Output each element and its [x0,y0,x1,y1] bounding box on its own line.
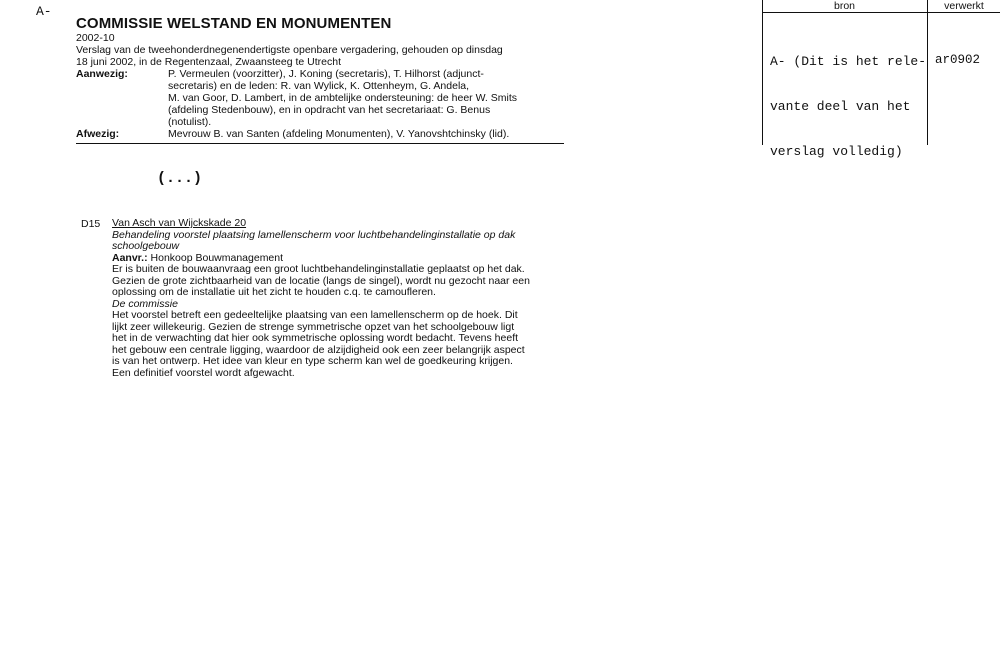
meeting-description-line-1: Verslag van de tweehonderdnegenendertigste openbare vergadering, gehouden op dinsdag [76,44,503,56]
meeting-description-line-2: 18 juni 2002, in de Regentenzaal, Zwaansteeg te Utrecht [76,56,342,68]
corner-mark: A- [36,4,52,19]
table-border-left [762,0,763,145]
column-header-verwerkt: verwerkt [944,0,984,12]
absent-label: Afwezig: [76,128,120,140]
present-line: secretaris) en de leden: R. van Wylick, K. Ottenheym, G. Andela, [168,80,470,92]
commission-line: Een definitief voorstel wordt afgewacht. [112,366,295,379]
agenda-item [81,218,601,379]
table-border-middle [927,0,928,145]
item-body [112,218,601,379]
processed-code: ar0902 [935,53,981,67]
table-header-rule [762,12,1000,13]
header-divider [76,143,564,144]
document-title: COMMISSIE WELSTAND EN MONUMENTEN [76,15,392,32]
intro-line: Gezien de grote zichtbaarheid van de locatie (langs de singel), wordt nu gezocht naar een [112,274,530,287]
applicant-name: Honkoop Bouwmanagement [150,251,284,264]
column-header-bron: bron [833,0,855,12]
applicant-label: Aanvr.: [112,251,148,264]
intro-line: Er is buiten de bouwaanvraag een groot luchtbehandelinginstallatie geplaatst op het dak. [112,263,525,275]
absent-row [76,128,566,140]
present-list [168,68,517,128]
present-line: M. van Goor, D. Lambert, in de ambtelijke ondersteuning: de heer W. Smits [168,92,518,104]
present-line: (notulist). [168,116,212,128]
present-line: (afdeling Stedenbouw), en in opdracht van het secretariaat: G. Benus [168,104,491,116]
source-note-line: verslag volledig) [770,144,903,159]
commission-line: lijkt zeer willekeurig. Gezien de strenge symmetrische opzet van het schoolgebouw ligt [112,320,515,333]
source-note [770,24,926,174]
source-note-line: vante deel van het [770,99,911,114]
item-subject-line: schoolgebouw [112,240,180,252]
item-code: D15 [81,218,101,230]
meeting-code: 2002-10 [76,32,115,44]
commission-heading: De commissie [112,297,178,310]
meeting-header [76,15,566,140]
commission-line: het gebouw een centrale ligging, waardoor de alzijdigheid ook een zeer belangrijk aspect [112,343,525,356]
source-note-line: A- (Dit is het rele- [770,54,927,69]
attendees-row [76,68,566,128]
omission-mark: (...) [157,170,203,187]
intro-line: oplossing om de installatie uit het zicht te houden c.q. te camoufleren. [112,286,436,298]
present-label: Aanwezig: [76,68,128,80]
commission-line: Het voorstel betreft een gedeeltelijke plaatsing van een lamellenscherm op de hoek. Dit [112,309,518,321]
item-address: Van Asch van Wijckskade 20 [112,217,247,229]
absent-list: Mevrouw B. van Santen (afdeling Monumenten), V. Yanovshtchinsky (lid). [168,128,510,140]
item-subject-line: Behandeling voorstel plaatsing lamellenscherm voor luchtbehandelinginstallatie op dak [112,228,516,241]
commission-line: is van het ontwerp. Het idee van kleur en type scherm kan wel de goedkeuring krijgen. [112,355,513,367]
commission-line: het in de verwachting dat hier ook symmetrische oplossing wordt bedacht. Tevens heeft [112,332,519,344]
present-line: P. Vermeulen (voorzitter), J. Koning (secretaris), T. Hilhorst (adjunct- [168,68,484,80]
